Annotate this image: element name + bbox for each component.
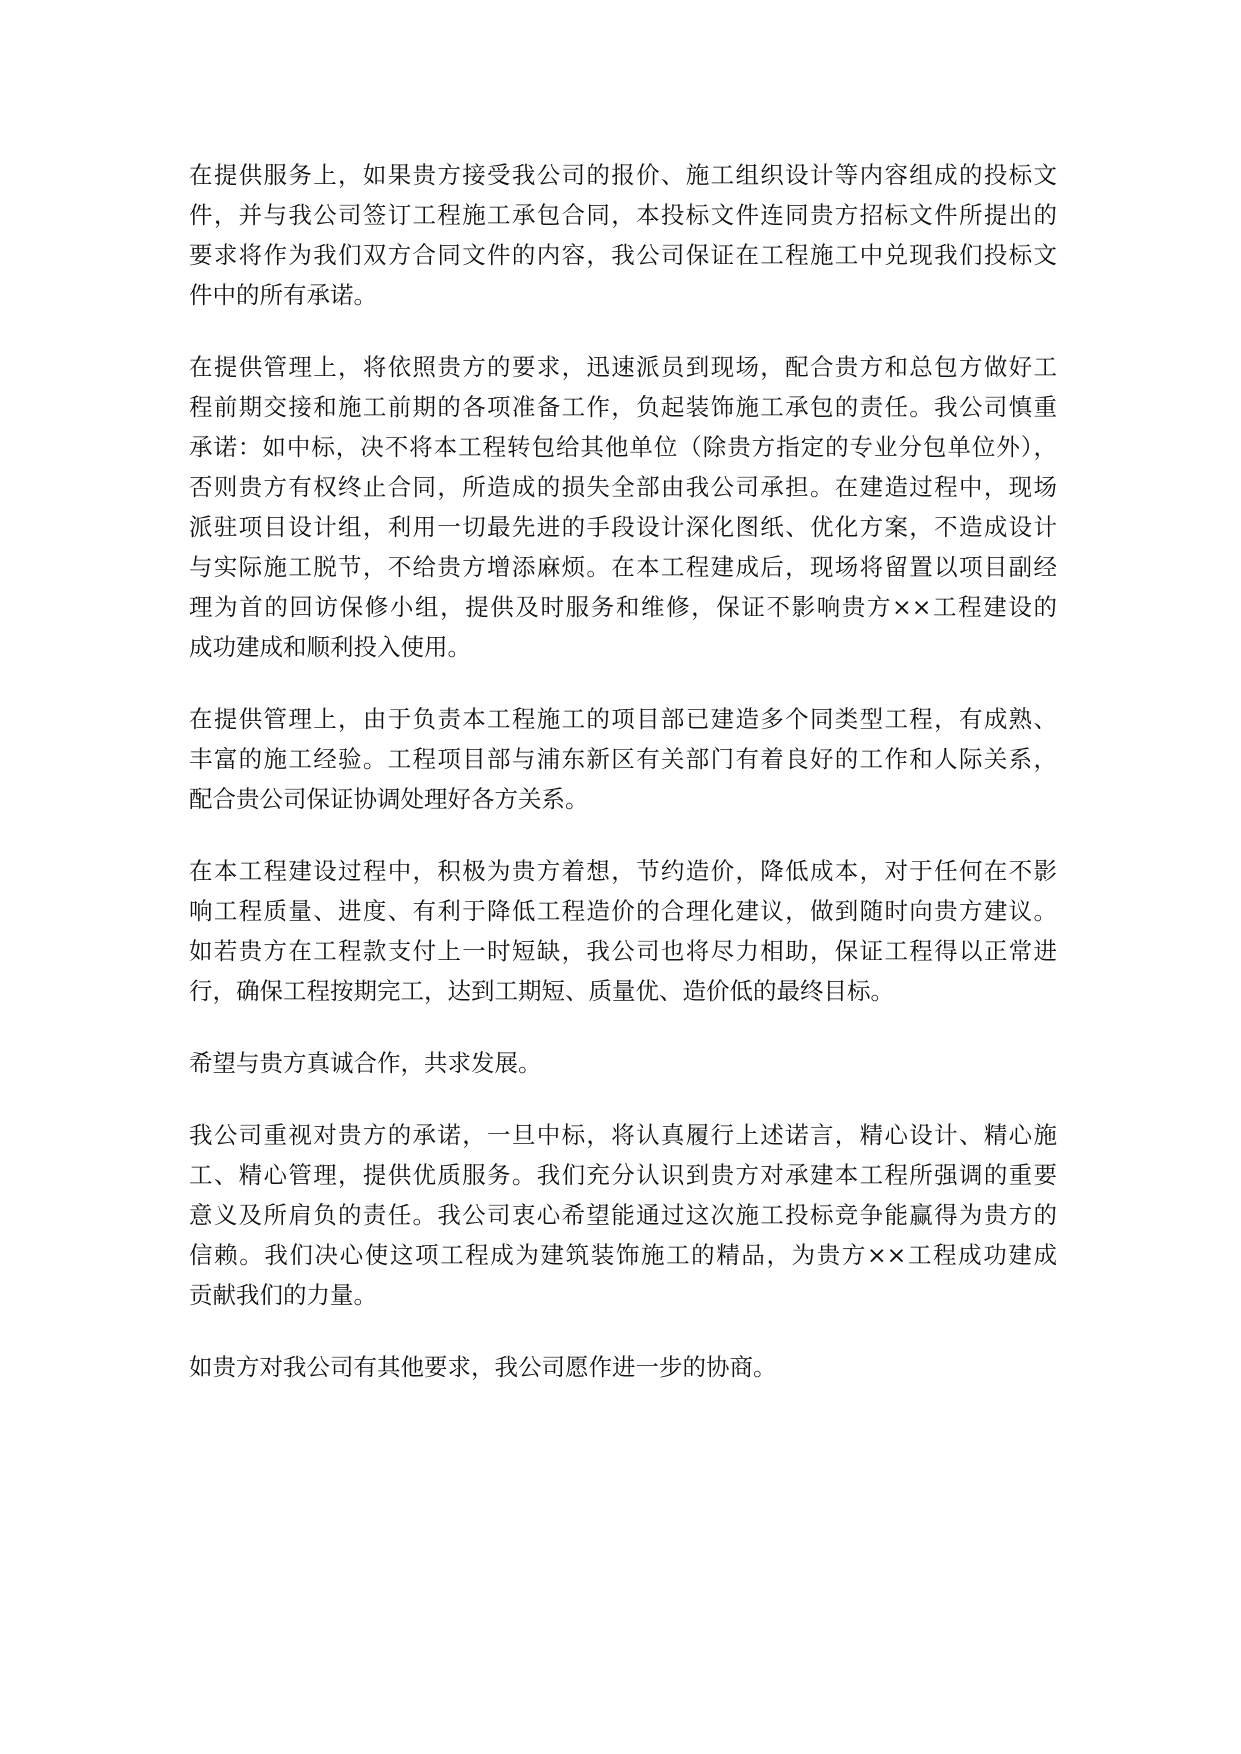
text-line: 意义及所肩负的责任。我公司衷心希望能通过这次施工投标竞争能赢得为贵方的: [189, 1201, 1057, 1229]
paragraph-service-commitment: [189, 155, 1057, 315]
text-line: 如若贵方在工程款支付上一时短缺，我公司也将尽力相助，保证工程得以正常进: [189, 937, 1057, 965]
text-line: 在提供管理上，由于负责本工程施工的项目部已建造多个同类型工程，有成熟、: [189, 705, 1057, 733]
paragraph-project-experience: [189, 699, 1057, 819]
text-line: 成功建成和顺利投入使用。: [189, 633, 471, 661]
text-line: 在提供服务上，如果贵方接受我公司的报价、施工组织设计等内容组成的投标文: [189, 161, 1057, 189]
text-line: 配合贵公司保证协调处理好各方关系。: [189, 785, 589, 813]
text-line: 否则贵方有权终止合同，所造成的损失全部由我公司承担。在建造过程中，现场: [189, 473, 1057, 501]
text-line: 在本工程建设过程中，积极为贵方着想，节约造价，降低成本，对于任何在不影: [189, 857, 1057, 885]
text-line: 贡献我们的力量。: [189, 1281, 377, 1309]
text-line: 在提供管理上，将依照贵方的要求，迅速派员到现场，配合贵方和总包方做好工: [189, 353, 1057, 381]
paragraph-company-pledge: [189, 1115, 1057, 1315]
text-line: 希望与贵方真诚合作，共求发展。: [189, 1049, 542, 1077]
text-line: 理为首的回访保修小组，提供及时服务和维修，保证不影响贵方××工程建设的: [189, 593, 1057, 621]
text-line: 件，并与我公司签订工程施工承包合同，本投标文件连同贵方招标文件所提出的: [189, 201, 1057, 229]
paragraph-management-commitment: [189, 347, 1057, 667]
text-line: 程前期交接和施工前期的各项准备工作，负起装饰施工承包的责任。我公司慎重: [189, 393, 1057, 421]
text-line: 我公司重视对贵方的承诺，一旦中标，将认真履行上述诺言，精心设计、精心施: [189, 1121, 1057, 1149]
paragraph-cost-saving: [189, 851, 1057, 1011]
text-line: 派驻项目设计组，利用一切最先进的手段设计深化图纸、优化方案，不造成设计: [189, 513, 1057, 541]
text-line: 如贵方对我公司有其他要求，我公司愿作进一步的协商。: [189, 1353, 777, 1381]
text-line: 信赖。我们决心使这项工程成为建筑装饰施工的精品，为贵方××工程成功建成: [189, 1241, 1057, 1269]
text-line: 承诺：如中标，决不将本工程转包给其他单位（除贵方指定的专业分包单位外），: [189, 433, 1057, 461]
text-line: 工、精心管理，提供优质服务。我们充分认识到贵方对承建本工程所强调的重要: [189, 1161, 1057, 1189]
text-line: 与实际施工脱节，不给贵方增添麻烦。在本工程建成后，现场将留置以项目副经: [189, 553, 1057, 581]
text-line: 要求将作为我们双方合同文件的内容，我公司保证在工程施工中兑现我们投标文: [189, 241, 1057, 269]
paragraph-further-negotiation: [189, 1347, 1057, 1387]
text-line: 响工程质量、进度、有利于降低工程造价的合理化建议，做到随时向贵方建议。: [189, 897, 1057, 925]
text-line: 行，确保工程按期完工，达到工期短、质量优、造价低的最终目标。: [189, 977, 894, 1005]
text-line: 件中的所有承诺。: [189, 281, 377, 309]
document-body: [189, 155, 1057, 1387]
paragraph-cooperation-wish: [189, 1043, 1057, 1083]
text-line: 丰富的施工经验。工程项目部与浦东新区有关部门有着良好的工作和人际关系，: [189, 745, 1057, 773]
